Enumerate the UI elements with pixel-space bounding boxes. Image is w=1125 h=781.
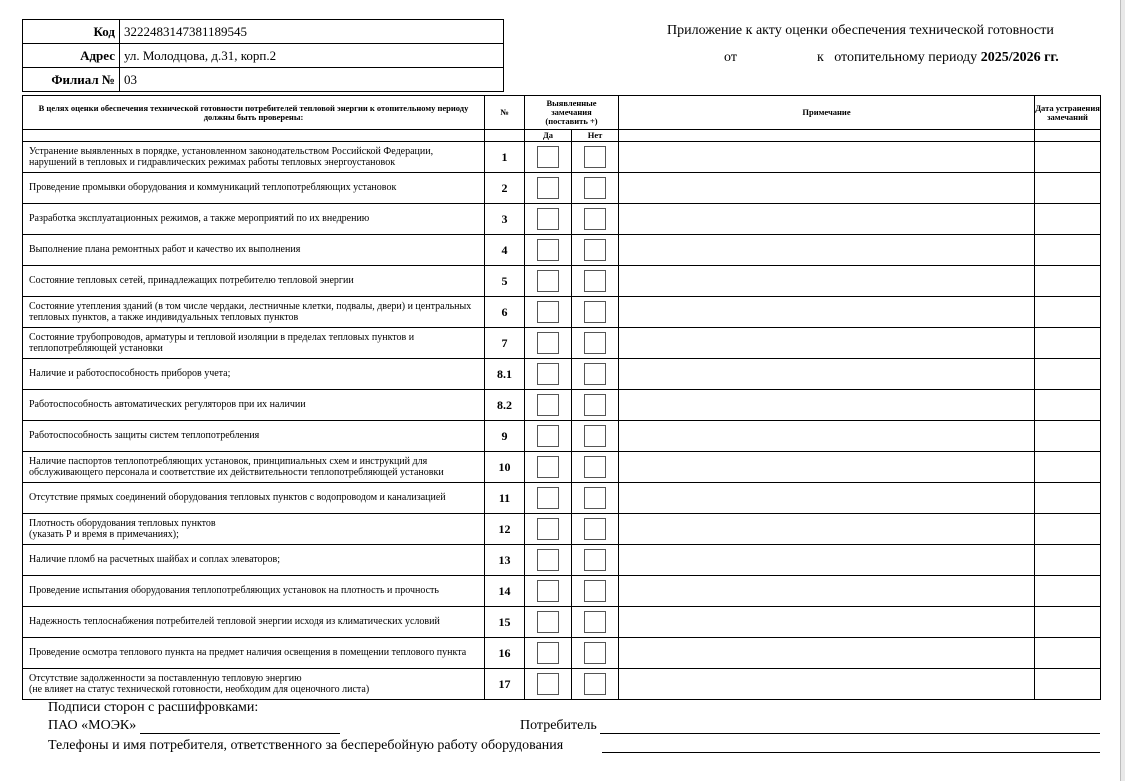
yes-cell: [525, 390, 572, 421]
no-checkbox[interactable]: [584, 456, 606, 478]
code-label: Код: [23, 20, 120, 44]
checklist-rows: [23, 142, 1101, 700]
yes-checkbox[interactable]: [537, 611, 559, 633]
date-cell[interactable]: [1035, 514, 1101, 545]
table-row: [23, 452, 1101, 483]
no-checkbox[interactable]: [584, 363, 606, 385]
check-item-number: 8.2: [485, 390, 525, 421]
check-item-text: Состояние трубопроводов, арматуры и тепловой изоляции в пределах тепловых пунктов и теплопотребляющей установки: [23, 328, 485, 359]
no-checkbox[interactable]: [584, 673, 606, 695]
branch-value: 03: [120, 68, 504, 92]
date-cell[interactable]: [1035, 235, 1101, 266]
yes-cell: [525, 204, 572, 235]
signatures-title: Подписи сторон с расшифровками:: [48, 700, 259, 715]
date-cell[interactable]: [1035, 421, 1101, 452]
date-cell[interactable]: [1035, 545, 1101, 576]
table-row: [23, 235, 1101, 266]
address-value: ул. Молодцова, д.31, корп.2: [120, 44, 504, 68]
table-row: [23, 421, 1101, 452]
no-checkbox[interactable]: [584, 518, 606, 540]
yes-cell: [525, 607, 572, 638]
no-cell: [572, 359, 619, 390]
yes-cell: [525, 545, 572, 576]
date-cell[interactable]: [1035, 638, 1101, 669]
yes-checkbox[interactable]: [537, 580, 559, 602]
check-item-number: 9: [485, 421, 525, 452]
check-item-number: 6: [485, 297, 525, 328]
note-cell[interactable]: [619, 452, 1035, 483]
check-item-text: Работоспособность автоматических регуляторов при их наличии: [23, 390, 485, 421]
no-checkbox[interactable]: [584, 425, 606, 447]
check-item-number: 7: [485, 328, 525, 359]
blank-cell: [1035, 130, 1101, 142]
checklist-table: [22, 95, 1101, 700]
moek-signature-label: ПАО «МОЭК»: [48, 718, 137, 733]
table-row: [23, 359, 1101, 390]
no-checkbox[interactable]: [584, 301, 606, 323]
note-cell[interactable]: [619, 483, 1035, 514]
date-cell[interactable]: [1035, 328, 1101, 359]
no-cell: [572, 297, 619, 328]
yes-checkbox[interactable]: [537, 456, 559, 478]
no-checkbox[interactable]: [584, 270, 606, 292]
check-item-text: Плотность оборудования тепловых пунктов (указать Р и время в примечаниях);: [23, 514, 485, 545]
check-item-text: Выполнение плана ремонтных работ и качество их выполнения: [23, 235, 485, 266]
yes-cell: [525, 452, 572, 483]
no-cell: [572, 204, 619, 235]
note-cell[interactable]: [619, 173, 1035, 204]
no-checkbox[interactable]: [584, 549, 606, 571]
blank-cell: [485, 130, 525, 142]
date-cell[interactable]: [1035, 669, 1101, 700]
consumer-signature-line[interactable]: [600, 733, 1100, 734]
note-cell[interactable]: [619, 514, 1035, 545]
blank-cell: [619, 130, 1035, 142]
check-item-text: Состояние тепловых сетей, принадлежащих потребителю тепловой энергии: [23, 266, 485, 297]
check-item-number: 8.1: [485, 359, 525, 390]
check-item-text: Отсутствие задолженности за поставленную тепловую энергию (не влияет на статус технической готовности, необходим для оценочного листа): [23, 669, 485, 700]
check-item-text: Проведение осмотра теплового пункта на предмет наличия освещения в помещении теплового пункта: [23, 638, 485, 669]
check-item-number: 14: [485, 576, 525, 607]
to-period-label: к отопительному периоду: [816, 50, 978, 65]
no-checkbox[interactable]: [584, 332, 606, 354]
check-item-number: 12: [485, 514, 525, 545]
check-item-text: Наличие паспортов теплопотребляющих установок, принципиальных схем и инструкций для обслуживающего персонала и соответствие их действительности теплопотребляющей установки: [23, 452, 485, 483]
table-row: [23, 173, 1101, 204]
no-cell: [572, 545, 619, 576]
yes-cell: [525, 576, 572, 607]
no-column-header: Нет: [572, 130, 619, 142]
appendix-title: Приложение к акту оценки обеспечения технической готовности: [667, 23, 1054, 38]
check-item-number: 17: [485, 669, 525, 700]
table-row: [23, 483, 1101, 514]
branch-label: Филиал №: [23, 68, 120, 92]
check-item-number: 5: [485, 266, 525, 297]
no-cell: [572, 576, 619, 607]
no-checkbox[interactable]: [584, 487, 606, 509]
check-item-text: Проведение испытания оборудования теплопотребляющих установок на плотность и прочность: [23, 576, 485, 607]
yes-cell: [525, 235, 572, 266]
yes-cell: [525, 514, 572, 545]
table-row: [23, 390, 1101, 421]
date-cell[interactable]: [1035, 266, 1101, 297]
table-row: [23, 545, 1101, 576]
table-row: [23, 607, 1101, 638]
yes-checkbox[interactable]: [537, 549, 559, 571]
yes-cell: [525, 328, 572, 359]
table-row: [23, 297, 1101, 328]
yes-checkbox[interactable]: [537, 208, 559, 230]
phones-label: Телефоны и имя потребителя, ответственного за бесперебойную работу оборудования: [48, 738, 564, 753]
note-cell[interactable]: [619, 328, 1035, 359]
no-cell: [572, 390, 619, 421]
remarks-column-header: Выявленные замечания (поставить +): [525, 96, 619, 130]
yes-cell: [525, 173, 572, 204]
blank-cell: [23, 130, 485, 142]
check-item-number: 4: [485, 235, 525, 266]
header-info-table: [22, 19, 504, 92]
check-item-number: 15: [485, 607, 525, 638]
note-cell[interactable]: [619, 421, 1035, 452]
table-row: [23, 142, 1101, 173]
no-checkbox[interactable]: [584, 394, 606, 416]
check-item-text: Наличие и работоспособность приборов учета;: [23, 359, 485, 390]
date-cell[interactable]: [1035, 452, 1101, 483]
check-item-text: Разработка эксплуатационных режимов, а также мероприятий по их внедрению: [23, 204, 485, 235]
heating-period: 2025/2026 гг.: [980, 50, 1059, 65]
yes-checkbox[interactable]: [537, 239, 559, 261]
consumer-signature-label: Потребитель: [520, 718, 597, 733]
note-cell[interactable]: [619, 204, 1035, 235]
note-cell[interactable]: [619, 638, 1035, 669]
moek-signature-line[interactable]: [140, 733, 340, 734]
date-cell[interactable]: [1035, 204, 1101, 235]
code-value: 3222483147381189545: [120, 20, 504, 44]
check-item-text: Отсутствие прямых соединений оборудования тепловых пунктов с водопроводом и канализацией: [23, 483, 485, 514]
note-cell[interactable]: [619, 607, 1035, 638]
yes-checkbox[interactable]: [537, 270, 559, 292]
yes-checkbox[interactable]: [537, 642, 559, 664]
date-cell[interactable]: [1035, 173, 1101, 204]
no-cell: [572, 669, 619, 700]
check-item-text: Работоспособность защиты систем теплопотребления: [23, 421, 485, 452]
table-row: [23, 669, 1101, 700]
note-cell[interactable]: [619, 142, 1035, 173]
no-cell: [572, 421, 619, 452]
date-cell[interactable]: [1035, 142, 1101, 173]
note-cell[interactable]: [619, 669, 1035, 700]
date-column-header: Дата устранения замечаний: [1035, 96, 1101, 130]
check-item-number: 11: [485, 483, 525, 514]
no-cell: [572, 483, 619, 514]
check-item-number: 13: [485, 545, 525, 576]
table-row: [23, 266, 1101, 297]
number-column-header: №: [485, 96, 525, 130]
note-cell[interactable]: [619, 297, 1035, 328]
yes-checkbox[interactable]: [537, 363, 559, 385]
check-item-text: Надежность теплоснабжения потребителей тепловой энергии исходя из климатических условий: [23, 607, 485, 638]
date-cell[interactable]: [1035, 576, 1101, 607]
no-cell: [572, 514, 619, 545]
date-cell[interactable]: [1035, 607, 1101, 638]
no-checkbox[interactable]: [584, 208, 606, 230]
note-cell[interactable]: [619, 576, 1035, 607]
table-row: [23, 328, 1101, 359]
table-row: [23, 576, 1101, 607]
date-cell[interactable]: [1035, 359, 1101, 390]
no-checkbox[interactable]: [584, 239, 606, 261]
yes-checkbox[interactable]: [537, 518, 559, 540]
note-column-header: Примечание: [619, 96, 1035, 130]
yes-cell: [525, 359, 572, 390]
yes-checkbox[interactable]: [537, 425, 559, 447]
table-row: [23, 204, 1101, 235]
no-checkbox[interactable]: [584, 580, 606, 602]
yes-cell: [525, 483, 572, 514]
check-column-header: В целях оценки обеспечения технической готовности потребителей тепловой энергии к отопительному периоду должны быть проверены:: [23, 96, 485, 130]
yes-cell: [525, 266, 572, 297]
no-checkbox[interactable]: [584, 642, 606, 664]
no-cell: [572, 328, 619, 359]
check-item-number: 16: [485, 638, 525, 669]
note-cell[interactable]: [619, 235, 1035, 266]
no-cell: [572, 142, 619, 173]
yes-checkbox[interactable]: [537, 301, 559, 323]
note-cell[interactable]: [619, 545, 1035, 576]
no-cell: [572, 607, 619, 638]
no-cell: [572, 638, 619, 669]
date-cell[interactable]: [1035, 390, 1101, 421]
yes-cell: [525, 638, 572, 669]
yes-checkbox[interactable]: [537, 487, 559, 509]
note-cell[interactable]: [619, 266, 1035, 297]
check-item-text: Наличие пломб на расчетных шайбах и соплах элеваторов;: [23, 545, 485, 576]
address-label: Адрес: [23, 44, 120, 68]
yes-checkbox[interactable]: [537, 673, 559, 695]
yes-cell: [525, 421, 572, 452]
date-cell[interactable]: [1035, 297, 1101, 328]
no-cell: [572, 173, 619, 204]
period-line: [724, 50, 1059, 66]
no-checkbox[interactable]: [584, 177, 606, 199]
yes-cell: [525, 669, 572, 700]
check-item-text: Состояние утепления зданий (в том числе чердаки, лестничные клетки, подвалы, двери) и центральных тепловых пунктов, а также индивидуальных тепловых пунктов: [23, 297, 485, 328]
check-item-text: Проведение промывки оборудования и коммуникаций теплопотребляющих установок: [23, 173, 485, 204]
yes-cell: [525, 297, 572, 328]
yes-checkbox[interactable]: [537, 177, 559, 199]
date-cell[interactable]: [1035, 483, 1101, 514]
yes-checkbox[interactable]: [537, 332, 559, 354]
check-item-number: 2: [485, 173, 525, 204]
check-item-number: 10: [485, 452, 525, 483]
yes-column-header: Да: [525, 130, 572, 142]
from-label: от: [724, 50, 737, 65]
table-row: [23, 514, 1101, 545]
check-item-number: 1: [485, 142, 525, 173]
no-cell: [572, 266, 619, 297]
yes-checkbox[interactable]: [537, 394, 559, 416]
note-cell[interactable]: [619, 390, 1035, 421]
no-checkbox[interactable]: [584, 146, 606, 168]
no-cell: [572, 452, 619, 483]
yes-cell: [525, 142, 572, 173]
no-checkbox[interactable]: [584, 611, 606, 633]
check-item-number: 3: [485, 204, 525, 235]
no-cell: [572, 235, 619, 266]
phones-line[interactable]: [602, 752, 1100, 753]
table-row: [23, 638, 1101, 669]
check-item-text: Устранение выявленных в порядке, установленном законодательством Российской Федерации, нарушений в тепловых и гидравлических режимах работы тепловых энергоустановок: [23, 142, 485, 173]
yes-checkbox[interactable]: [537, 146, 559, 168]
note-cell[interactable]: [619, 359, 1035, 390]
